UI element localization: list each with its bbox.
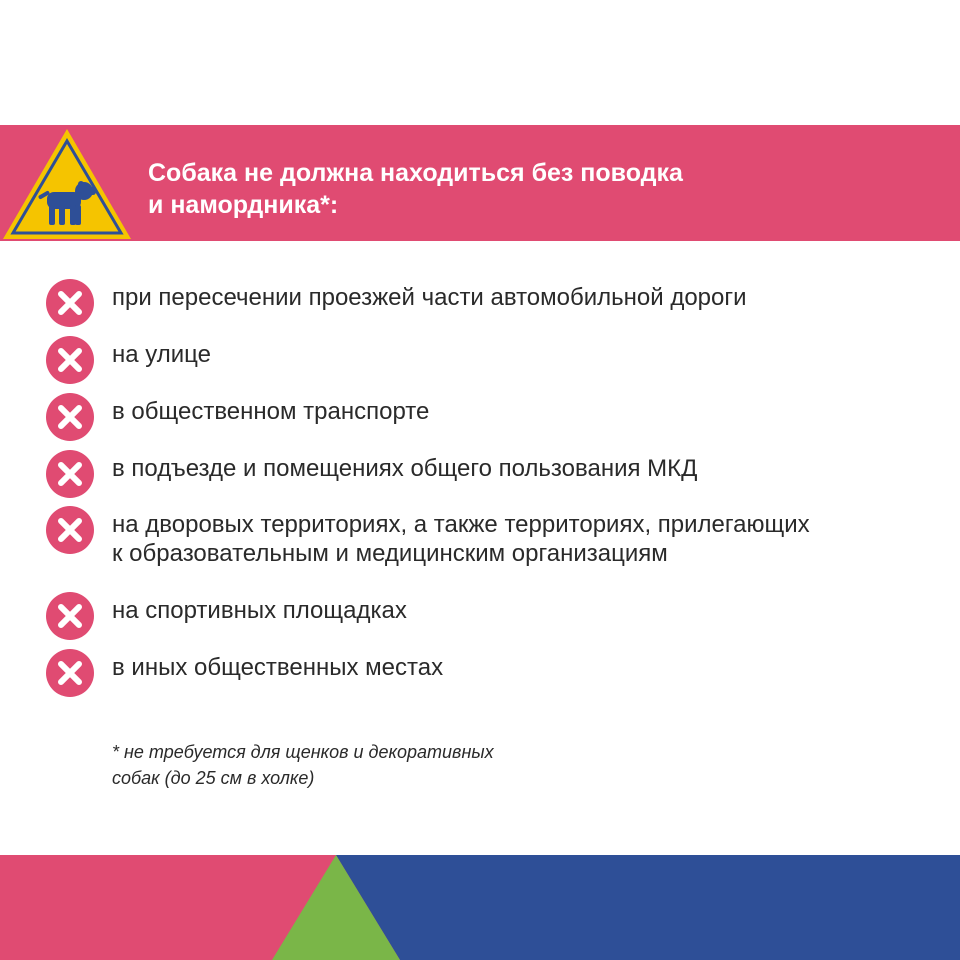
cross-icon	[46, 393, 94, 441]
cross-icon	[46, 450, 94, 498]
title-line-2: и намордника*:	[148, 191, 339, 219]
cross-icon	[46, 506, 94, 554]
list-item-text: при пересечении проезжей части автомобильной дороги	[112, 284, 747, 311]
list-item-text: на спортивных площадках	[112, 597, 407, 624]
cross-icon	[46, 592, 94, 640]
footnote	[112, 739, 632, 791]
list-item-text-continued: к образовательным и медицинским организациям	[112, 540, 668, 567]
footer-decoration	[0, 855, 960, 960]
list-item-text: в иных общественных местах	[112, 654, 444, 681]
list-item-text: на дворовых территориях, а также территориях, прилегающих	[112, 511, 810, 538]
footnote-line-2: собак (до 25 см в холке)	[112, 768, 315, 788]
footnote-line-1: * не требуется для щенков и декоративных	[112, 742, 494, 762]
cross-icon	[46, 649, 94, 697]
cross-icon	[46, 279, 94, 327]
list-item-text: на улице	[112, 341, 211, 368]
title-line-1: Собака не должна находиться без поводка	[148, 159, 683, 187]
list-item-text: в общественном транспорте	[112, 398, 430, 425]
list-item-text: в подъезде и помещениях общего пользования МКД	[112, 455, 698, 482]
cross-icon	[46, 336, 94, 384]
